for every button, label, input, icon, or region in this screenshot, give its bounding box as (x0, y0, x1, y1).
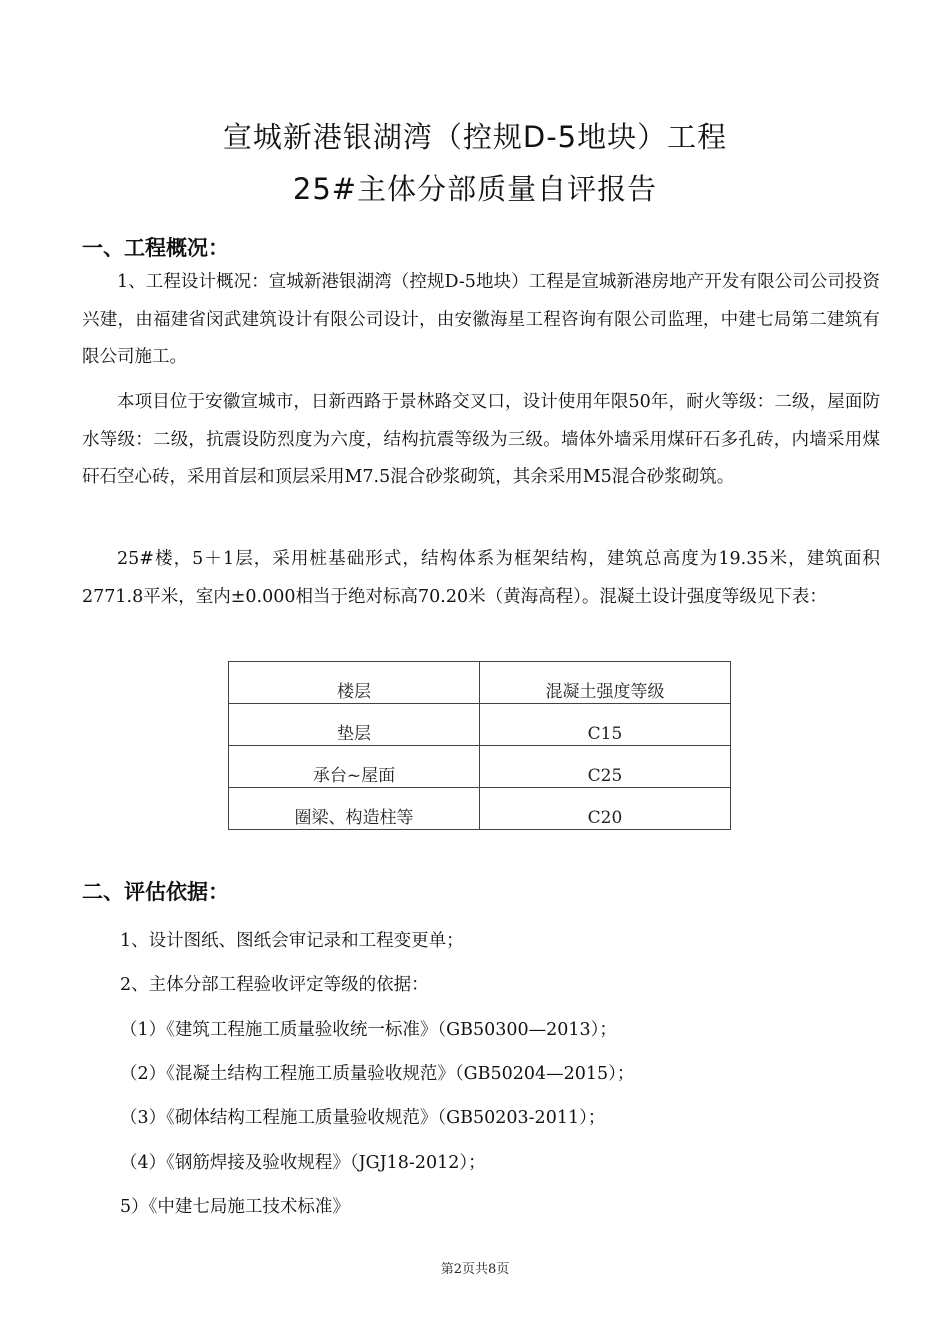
table-header-cell: 楼层 (229, 662, 480, 704)
paragraph-design-overview: 1、工程设计概况：宣城新港银湖湾（控规D-5地块）工程是宣城新港房地产开发有限公司公司投资兴建，由福建省闵武建筑设计有限公司设计，由安徽海星工程咨询有限公司监理，中建七局第二建筑有限公司施工。 (82, 272, 880, 367)
table-cell: 承台~屋面 (229, 746, 480, 788)
list-item: （3）《砌体结构工程施工质量验收规范》（GB50203-2011）； (120, 1108, 606, 1128)
concrete-grade-table (228, 661, 731, 830)
table-cell: C20 (480, 788, 731, 830)
list-item: 1、设计图纸、图纸会审记录和工程变更单； (120, 931, 464, 951)
table-row (229, 746, 731, 788)
table-cell: C25 (480, 746, 731, 788)
page-number-footer: 第2页共8页 (440, 1262, 510, 1277)
document-title: 宣城新港银湖湾（控规D-5地块）工程 (222, 120, 728, 154)
table-cell: C15 (480, 704, 731, 746)
table-header-row (229, 662, 731, 704)
paragraph-building-info: 25#楼，5＋1层，采用桩基础形式，结构体系为框架结构，建筑总高度为19.35米，建筑面积2771.8平米，室内±0.000相当于绝对标高70.20米（黄海高程）。混凝土设计强度等级见下表： (82, 549, 880, 607)
table-row (229, 788, 731, 830)
section-heading-overview: 一、工程概况： (82, 236, 229, 260)
list-item: （2）《混凝土结构工程施工质量验收规范》（GB50204—2015）； (120, 1064, 635, 1084)
list-item: 5）《中建七局施工技术标准》 (120, 1197, 350, 1217)
section-heading-basis: 二、评估依据： (82, 880, 229, 904)
paragraph-project-location: 本项目位于安徽宣城市，日新西路于景林路交叉口，设计使用年限50年，耐火等级：二级，屋面防水等级：二级，抗震设防烈度为六度，结构抗震等级为三级。墙体外墙采用煤矸石多孔砖，内墙采用煤矸石空心砖，采用首层和顶层采用M7.5混合砂浆砌筑，其余采用M5混合砂浆砌筑。 (82, 392, 880, 487)
list-item: （1）《建筑工程施工质量验收统一标准》（GB50300—2013）； (120, 1020, 617, 1040)
table-cell: 圈梁、构造柱等 (229, 788, 480, 830)
table-header-cell: 混凝土强度等级 (480, 662, 731, 704)
document-subtitle: 25#主体分部质量自评报告 (292, 172, 658, 206)
list-item: 2、主体分部工程验收评定等级的依据： (120, 975, 429, 995)
list-item: （4）《钢筋焊接及验收规程》（JGJ18-2012）； (120, 1153, 486, 1173)
table-cell: 垫层 (229, 704, 480, 746)
table-row (229, 704, 731, 746)
